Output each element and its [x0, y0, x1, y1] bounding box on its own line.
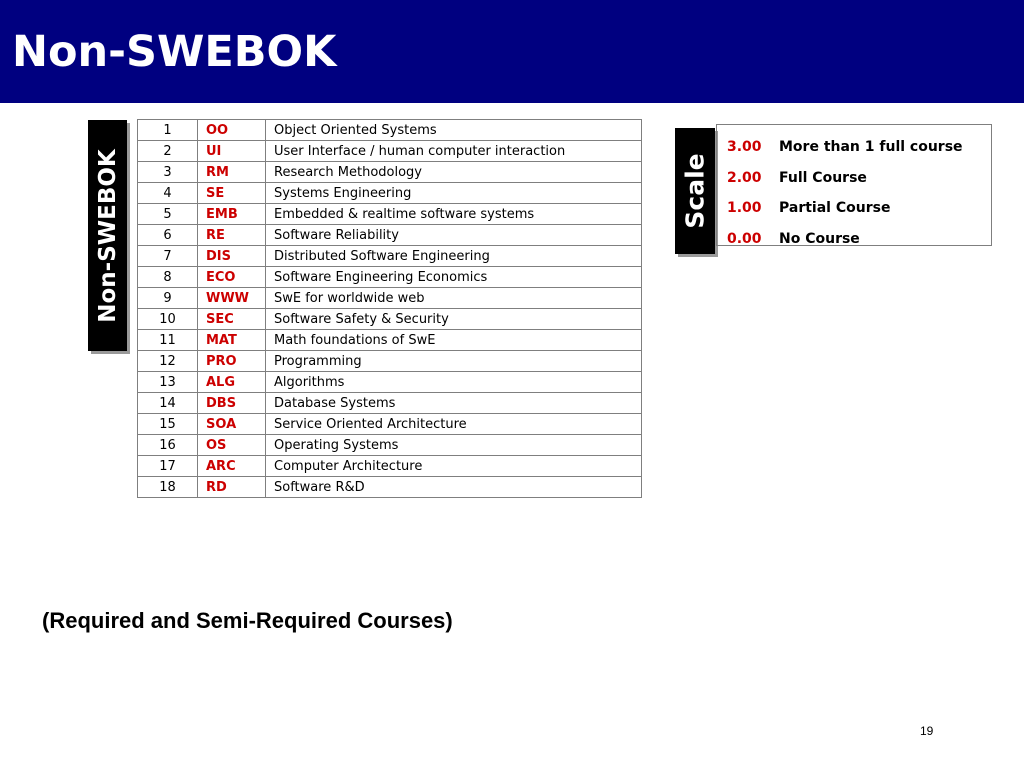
- table-row: [138, 162, 642, 183]
- table-row: [138, 309, 642, 330]
- scale-legend: [716, 124, 992, 246]
- table-row: [138, 351, 642, 372]
- course-number: 1: [138, 120, 198, 141]
- scale-side-label: [675, 128, 715, 254]
- table-row: [138, 225, 642, 246]
- course-code: PRO: [198, 351, 266, 372]
- scale-value: 3.00: [727, 139, 762, 155]
- course-number: 15: [138, 414, 198, 435]
- table-row: [138, 267, 642, 288]
- course-code: ECO: [198, 267, 266, 288]
- page-number: 19: [920, 724, 934, 738]
- scale-value: 1.00: [727, 200, 762, 216]
- table-row: [138, 183, 642, 204]
- course-name: Object Oriented Systems: [266, 120, 642, 141]
- course-number: 7: [138, 246, 198, 267]
- course-code: ALG: [198, 372, 266, 393]
- scale-side-label-text: Scale: [680, 153, 710, 229]
- course-number: 9: [138, 288, 198, 309]
- table-row: [138, 435, 642, 456]
- table-row: [138, 372, 642, 393]
- course-number: 10: [138, 309, 198, 330]
- table-caption: (Required and Semi-Required Courses): [42, 608, 453, 633]
- course-code: RD: [198, 477, 266, 498]
- course-name: Software R&D: [266, 477, 642, 498]
- course-name: User Interface / human computer interaction: [266, 141, 642, 162]
- page-title: Non-SWEBOK: [12, 27, 337, 77]
- course-name: Systems Engineering: [266, 183, 642, 204]
- course-name: Distributed Software Engineering: [266, 246, 642, 267]
- course-number: 8: [138, 267, 198, 288]
- scale-row: [727, 137, 963, 157]
- non-swebok-side-label-text: Non-SWEBOK: [94, 148, 121, 323]
- table-row: [138, 120, 642, 141]
- table-row: [138, 414, 642, 435]
- scale-description: No Course: [779, 231, 860, 247]
- course-code: SEC: [198, 309, 266, 330]
- course-code: WWW: [198, 288, 266, 309]
- course-code: RE: [198, 225, 266, 246]
- course-number: 3: [138, 162, 198, 183]
- course-code: OO: [198, 120, 266, 141]
- course-number: 4: [138, 183, 198, 204]
- course-code: UI: [198, 141, 266, 162]
- course-name: Embedded & realtime software systems: [266, 204, 642, 225]
- course-name: Database Systems: [266, 393, 642, 414]
- course-number: 12: [138, 351, 198, 372]
- course-name: Operating Systems: [266, 435, 642, 456]
- course-name: Math foundations of SwE: [266, 330, 642, 351]
- courses-table: [137, 119, 642, 498]
- course-name: Service Oriented Architecture: [266, 414, 642, 435]
- table-row: [138, 288, 642, 309]
- course-code: ARC: [198, 456, 266, 477]
- scale-description: Full Course: [779, 170, 867, 186]
- scale-row: [727, 229, 860, 249]
- course-name: Software Engineering Economics: [266, 267, 642, 288]
- table-row: [138, 330, 642, 351]
- table-row: [138, 456, 642, 477]
- course-number: 16: [138, 435, 198, 456]
- courses-table-body: [138, 120, 642, 498]
- course-number: 17: [138, 456, 198, 477]
- course-name: Research Methodology: [266, 162, 642, 183]
- table-row: [138, 246, 642, 267]
- non-swebok-side-label: [88, 120, 127, 351]
- course-code: MAT: [198, 330, 266, 351]
- scale-description: More than 1 full course: [779, 139, 963, 155]
- course-name: Software Reliability: [266, 225, 642, 246]
- course-name: SwE for worldwide web: [266, 288, 642, 309]
- course-name: Computer Architecture: [266, 456, 642, 477]
- course-code: EMB: [198, 204, 266, 225]
- course-code: DBS: [198, 393, 266, 414]
- course-code: DIS: [198, 246, 266, 267]
- course-code: SE: [198, 183, 266, 204]
- course-code: OS: [198, 435, 266, 456]
- scale-value: 2.00: [727, 170, 762, 186]
- course-number: 5: [138, 204, 198, 225]
- course-number: 2: [138, 141, 198, 162]
- course-number: 6: [138, 225, 198, 246]
- course-name: Algorithms: [266, 372, 642, 393]
- course-name: Software Safety & Security: [266, 309, 642, 330]
- scale-row: [727, 198, 890, 218]
- course-number: 14: [138, 393, 198, 414]
- table-row: [138, 141, 642, 162]
- table-row: [138, 204, 642, 225]
- course-number: 13: [138, 372, 198, 393]
- scale-row: [727, 168, 867, 188]
- title-bar: [0, 0, 1024, 103]
- scale-value: 0.00: [727, 231, 762, 247]
- course-number: 18: [138, 477, 198, 498]
- course-code: RM: [198, 162, 266, 183]
- course-code: SOA: [198, 414, 266, 435]
- table-row: [138, 477, 642, 498]
- scale-description: Partial Course: [779, 200, 891, 216]
- course-number: 11: [138, 330, 198, 351]
- course-name: Programming: [266, 351, 642, 372]
- table-row: [138, 393, 642, 414]
